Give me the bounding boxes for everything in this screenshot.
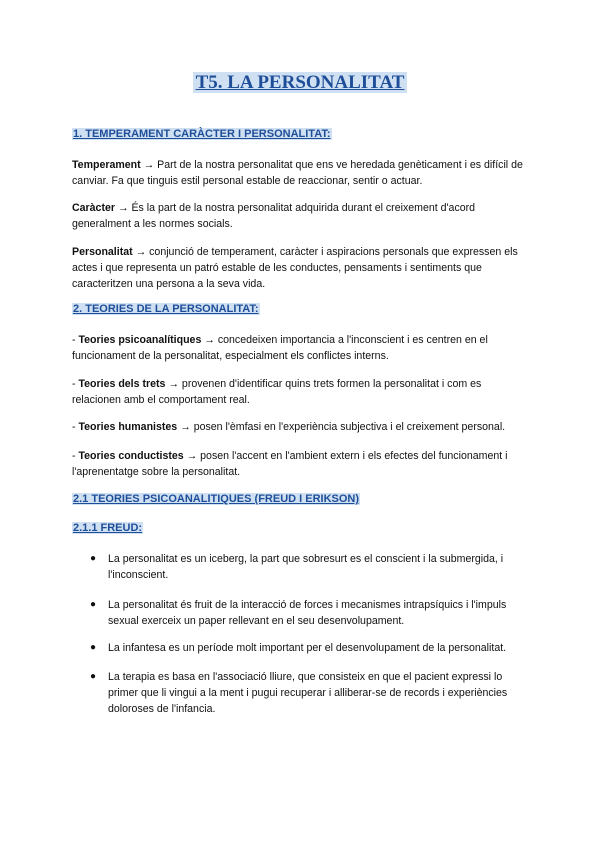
section-1-heading: 1. TEMPERAMENT CARÀCTER I PERSONALITAT: — [73, 128, 331, 140]
section-2-1-1-heading: 2.1.1 FREUD: — [73, 522, 143, 534]
bullet-icon: ● — [90, 642, 97, 653]
page-title — [0, 72, 600, 94]
definition-caracter: Caràcter → És la part de la nostra personalitat adquirida durant el creixement d'acord generalment a les normes socials. — [72, 202, 476, 230]
page-title-text: T5. LA PERSONALITAT — [193, 72, 408, 93]
theory-humanistes: - Teories humanistes → posen l'èmfasi en l'experiència subjectiva i el creixement personal. — [72, 421, 506, 433]
document-page: T5. LA PERSONALITAT 1. TEMPERAMENT CARÀCTER I PERSONALITAT: Temperament → Part de la nostra personalitat que ens ve heredada genèticament i es difícil de canviar. Fa que tinguis estil personal estable de reaccionar, sentir o actuar. Caràcter → És la part de la nostra personalitat adquirida durant el creixement d'acord generalment a les normes socials. Personalitat → conjunció de temperament, caràcter i aspiracions personals que expressen els actes i que representa un patró estable de les conductes, pensaments i sentiments que caracteritzen una persona a la seva vida. 2. TEORIES DE LA PERSONALITAT: - Teories psicoanalítiques → concedeixen importancia a l'inconscient i es centren en el funcionament de la personalitat, especialment els conflictes interns. - Teories dels trets → provenen d'identificar quins trets formen la personalitat i com es relacionen amb el comportament real. - Teories humanistes → posen l'èmfasi en l'experiència subjectiva i el creixement personal. - Teories conductistes → posen l'accent en l'ambient extern i els efectes del funcionament i l'aprenentatge sobre la personalitat. 2.1 TEORIES PSICOANALITIQUES (FREUD I ERIKSON) 2.1.1 FREUD: ● La personalitat es un iceberg, la part que sobresurt es el conscient i la submergida, i l'inconscient. ● La personalitat és fruit de la interacció de forces i mecanismes intrapsíquics i l'impuls sexual exerceix un paper rellevant en el seu desenvolupament. ● La infantesa es un període molt important per el desenvolupament de la personalitat. ● La terapia es basa en l'associació lliure, que consisteix en que el pacient expressi lo primer que li vingui a la ment i pugui recuperar i alliberar-se de records i experiències doloroses de l'infancia. — [0, 0, 600, 848]
bullet-icon: ● — [90, 671, 97, 682]
section-2-heading: 2. TEORIES DE LA PERSONALITAT: — [73, 303, 259, 315]
bullet-icon: ● — [90, 599, 97, 610]
theory-trets: - Teories dels trets → provenen d'identificar quins trets formen la personalitat i com es relacionen amb el comportament real. — [72, 378, 482, 406]
bullet-icon: ● — [90, 553, 97, 564]
definition-personalitat: Personalitat → conjunció de temperament, caràcter i aspiracions personals que expressen els actes i que representa un patró estable de les conductes, pensaments i sentiments que caracteritzen una persona a la seva vida. — [72, 246, 518, 290]
theory-conductistes: - Teories conductistes → posen l'accent en l'ambient extern i els efectes del funcionament i l'aprenentatge sobre la personalitat. — [72, 450, 508, 478]
theory-psicoanalitiques: - Teories psicoanalítiques → concedeixen importancia a l'inconscient i es centren en el funcionament de la personalitat, especialment els conflictes interns. — [72, 334, 488, 362]
section-2-1-heading: 2.1 TEORIES PSICOANALITIQUES (FREUD I ERIKSON) — [73, 493, 360, 505]
definition-temperament: Temperament → Part de la nostra personalitat que ens ve heredada genèticament i es difícil de canviar. Fa que tinguis estil personal estable de reaccionar, sentir o actuar. — [72, 159, 523, 187]
